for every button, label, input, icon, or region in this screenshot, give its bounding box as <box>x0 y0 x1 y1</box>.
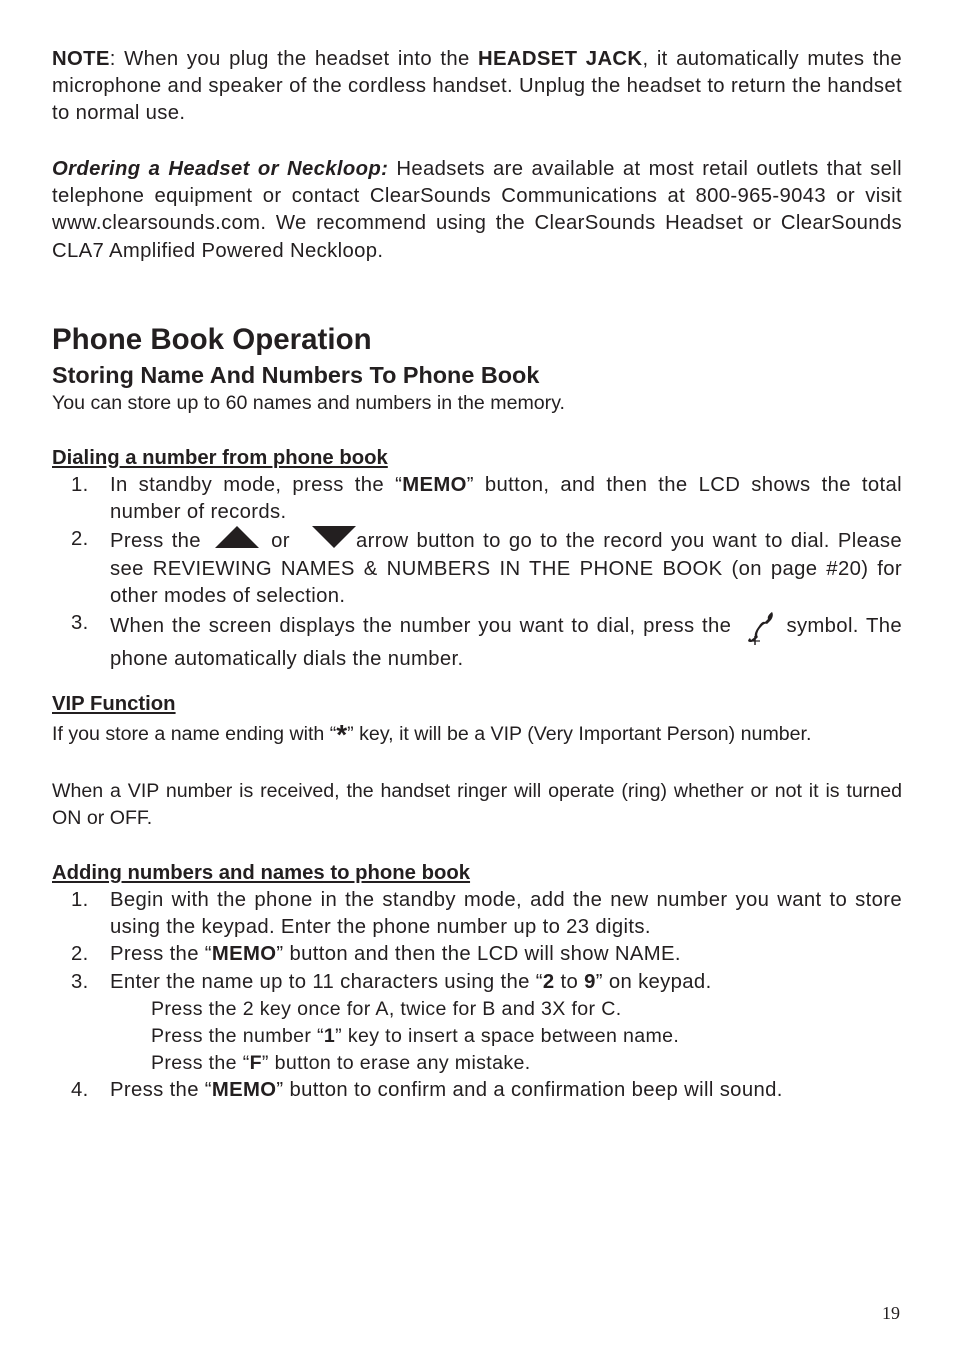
key-f-label: F <box>249 1052 262 1075</box>
adding-step-1 <box>52 887 902 941</box>
dialing-step-3 <box>52 610 902 673</box>
sub-note-2 <box>110 1023 902 1050</box>
step-text: Enter the name up to 11 characters using the “ <box>110 970 543 993</box>
vip-heading: VIP Function <box>52 693 176 715</box>
vip-ring-paragraph: When a VIP number is received, the handset ringer will operate (ring) whether or not it is turned ON or OFF. <box>52 780 902 830</box>
sub-note-1: Press the 2 key once for A, twice for B and 3X for C. <box>151 997 622 1020</box>
dialing-step-1 <box>52 472 902 526</box>
phone-talk-icon <box>745 610 775 646</box>
step-text: When the screen displays the number you want to dial, press the <box>110 615 739 638</box>
sub-note-text-cont: ” button to erase any mistake. <box>261 1052 531 1075</box>
memo-label: MEMO <box>402 474 467 496</box>
step-text: Press the “ <box>110 1079 212 1102</box>
step-text-or: or <box>263 530 298 553</box>
note-label: NOTE <box>52 48 110 70</box>
up-arrow-icon <box>215 526 259 548</box>
note-text-cont: , it automatically mutes the microphone and speaker of the cordless handset. Unplug the headset to return the handset to normal use. <box>52 48 903 125</box>
memo-label: MEMO <box>211 943 277 966</box>
sub-note-text-cont: ” key to insert a space between name. <box>335 1025 680 1048</box>
step-number: 1. <box>71 889 89 911</box>
star-key-symbol: * <box>336 719 348 750</box>
step-number: 1. <box>71 474 89 496</box>
step-text-cont: ” button, and then the LCD shows the total number of records. <box>110 474 902 524</box>
key-2-label: 2 <box>542 970 555 993</box>
step-text: Begin with the phone in the standby mode, add the new number you want to store using the keypad. Enter the phone number up to 23 digits. <box>110 889 902 939</box>
memo-label: MEMO <box>211 1079 277 1102</box>
adding-heading: Adding numbers and names to phone book <box>52 862 471 884</box>
note-text: : When you plug the headset into the <box>109 48 479 70</box>
step-number: 3. <box>71 970 89 993</box>
section-subtitle: Storing Name And Numbers To Phone Book <box>52 362 540 388</box>
adding-step-4 <box>52 1077 902 1104</box>
section-title: Phone Book Operation <box>52 323 372 356</box>
step-text: In standby mode, press the “ <box>110 474 403 496</box>
adding-step-3 <box>52 969 902 1078</box>
page-number: 19 <box>882 1303 900 1323</box>
ordering-paragraph <box>52 156 902 265</box>
dialing-steps <box>52 472 902 673</box>
step-number: 3. <box>71 612 89 635</box>
step-text-cont: ” on keypad. <box>595 970 712 993</box>
step-text: Press the <box>110 530 210 553</box>
step-text-mid: to <box>554 970 585 993</box>
headset-jack-label: HEADSET JACK <box>478 48 643 70</box>
step-text-cont: arrow button to go to the record you want to dial. Please see REVIEWING NAMES & NUMBERS IN THE PHONE BOOK (on page #20) for other modes of selection. <box>110 530 903 607</box>
vip-paragraph <box>52 721 811 748</box>
note-paragraph <box>52 46 902 128</box>
adding-step-2 <box>52 941 902 968</box>
sub-note-text: Press the “ <box>151 1052 250 1075</box>
sub-note-3 <box>110 1050 902 1077</box>
step-text-cont: ” button to confirm and a confirmation beep will sound. <box>276 1079 783 1102</box>
ordering-text: Headsets are available at most retail outlets that sell telephone equipment or contact ClearSounds Communications at 800-965-9043 or visit www.clearsounds.com. We recommend using the ClearSounds Headset or ClearSounds CLA7 Amplified Powered Neckloop. <box>52 158 902 262</box>
step-text-cont: ” button and then the LCD will show NAME. <box>276 943 681 966</box>
dialing-heading: Dialing a number from phone book <box>52 447 388 469</box>
down-arrow-icon <box>312 526 356 548</box>
step-number: 2. <box>71 943 89 966</box>
dialing-step-2 <box>52 526 902 610</box>
section-intro: You can store up to 60 names and numbers in the memory. <box>52 392 565 414</box>
adding-steps <box>52 887 902 1105</box>
step-number: 2. <box>71 528 89 551</box>
ordering-label: Ordering a Headset or Neckloop: <box>52 158 389 180</box>
key-1-label: 1 <box>323 1025 336 1048</box>
vip-text: If you store a name ending with “ <box>52 723 337 745</box>
sub-note-text: Press the number “ <box>151 1025 324 1048</box>
key-9-label: 9 <box>584 970 596 993</box>
vip-text-cont: ” key, it will be a VIP (Very Important Person) number. <box>347 723 812 745</box>
step-number: 4. <box>71 1079 89 1102</box>
step-text: Press the “ <box>110 943 212 966</box>
step-text-cont: symbol. The phone automatically dials the number. <box>110 615 902 671</box>
